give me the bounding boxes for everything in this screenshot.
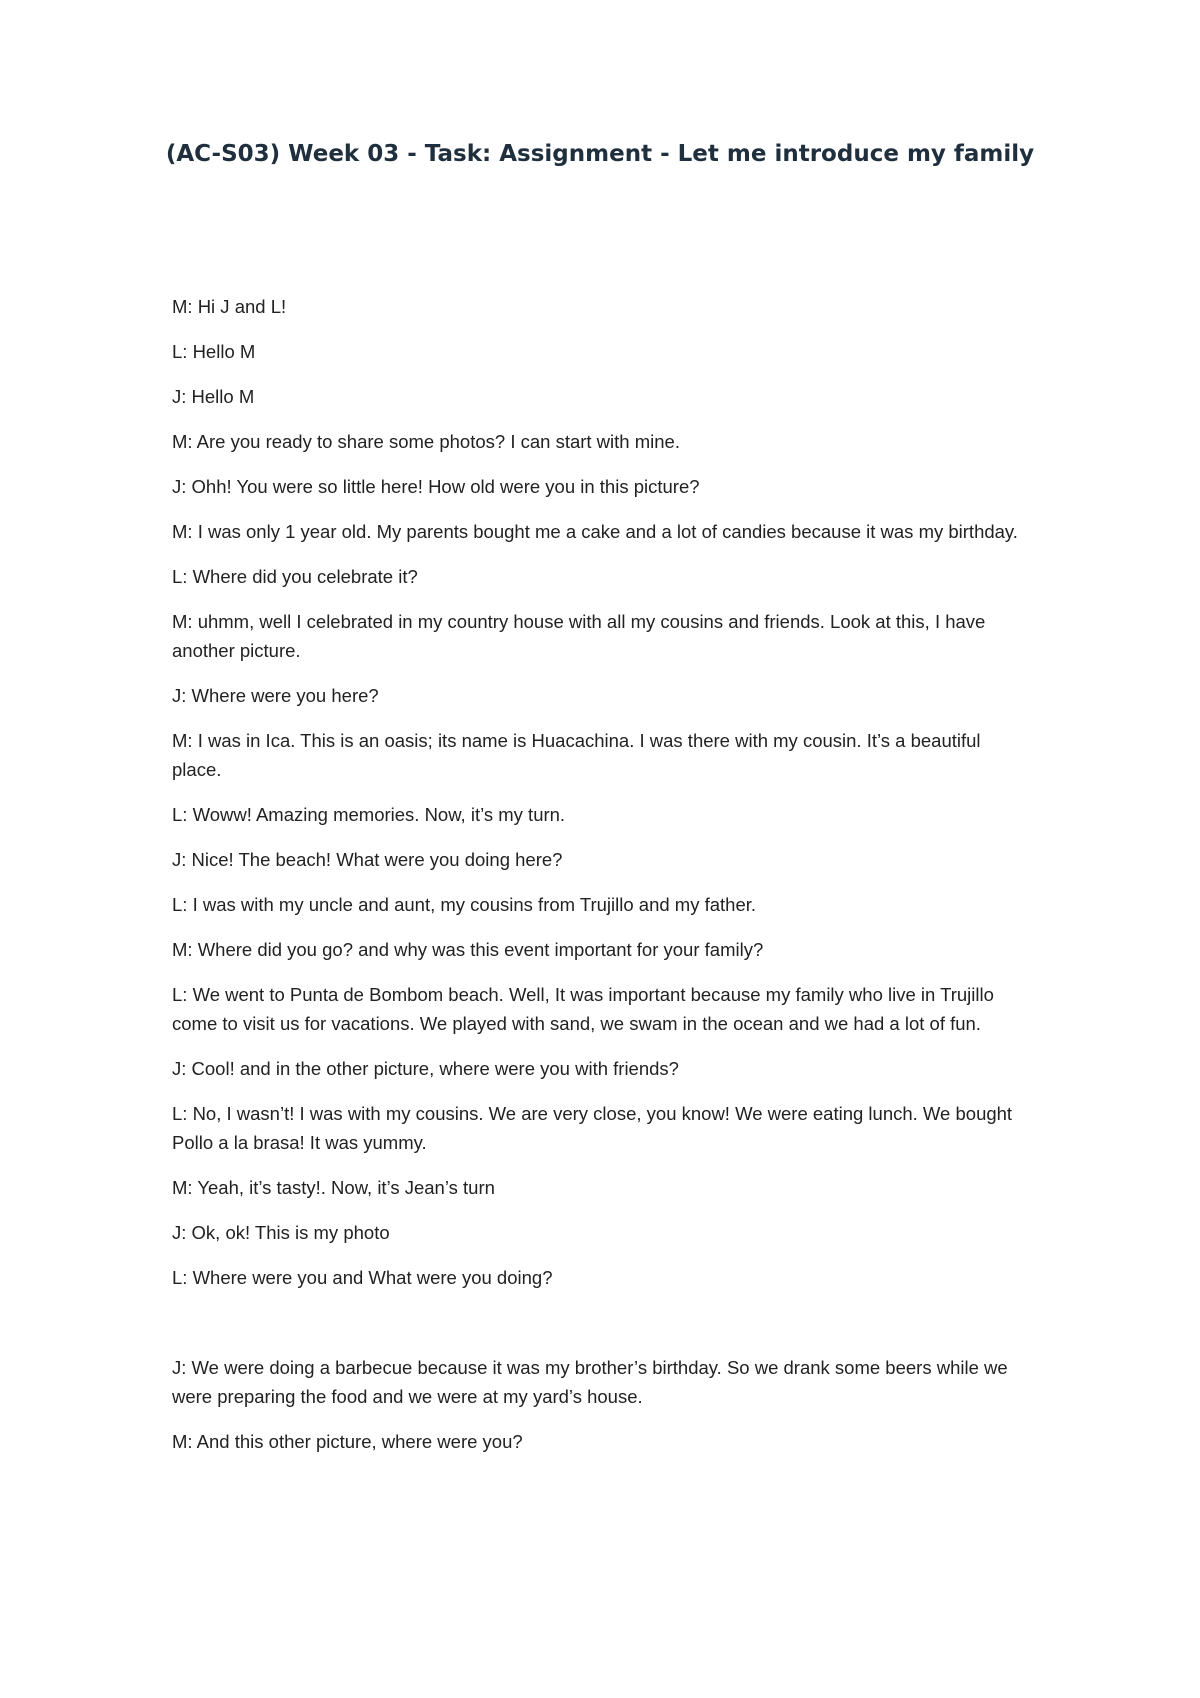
dialogue-line: M: And this other picture, where were you? — [172, 1431, 523, 1452]
dialogue-line: L: Where were you and What were you doing? — [172, 1267, 553, 1288]
document-title: (AC-S03) Week 03 - Task: Assignment - Let me introduce my family — [165, 141, 1035, 167]
dialogue-line: L: No, I wasn’t! I was with my cousins. We are very close, you know! We were eating lunch. We bought Pollo a la brasa! It was yummy. — [172, 1103, 1013, 1153]
dialogue-line: M: Yeah, it’s tasty!. Now, it’s Jean’s turn — [172, 1177, 495, 1198]
dialogue-line: J: Ok, ok! This is my photo — [172, 1222, 390, 1243]
dialogue-line: L: I was with my uncle and aunt, my cousins from Trujillo and my father. — [172, 894, 757, 915]
dialogue-line: M: I was in Ica. This is an oasis; its name is Huacachina. I was there with my cousin. It’s a beautiful place. — [172, 730, 981, 780]
dialogue-line: L: We went to Punta de Bombom beach. Well, It was important because my family who live in Trujillo come to visit us for vacations. We played with sand, we swam in the ocean and we had a lot of fun. — [172, 984, 994, 1034]
dialogue-line: L: Hello M — [172, 341, 256, 362]
dialogue-line: J: Hello M — [172, 386, 255, 407]
dialogue-line: M: I was only 1 year old. My parents bought me a cake and a lot of candies because it was my birthday. — [172, 521, 1018, 542]
dialogue-line: J: Cool! and in the other picture, where were you with friends? — [172, 1058, 679, 1079]
dialogue-line: L: Where did you celebrate it? — [172, 566, 418, 587]
dialogue-line: M: Hi J and L! — [172, 296, 287, 317]
dialogue-line: J: We were doing a barbecue because it was my brother’s birthday. So we drank some beers while we were preparing the food and we were at my yard’s house. — [172, 1357, 1008, 1407]
dialogue-line: J: Where were you here? — [172, 685, 379, 706]
dialogue-line: L: Woww! Amazing memories. Now, it’s my turn. — [172, 804, 566, 825]
dialogue-line: J: Nice! The beach! What were you doing here? — [172, 849, 563, 870]
dialogue-line: M: Where did you go? and why was this event important for your family? — [172, 939, 764, 960]
dialogue-list — [172, 292, 1034, 1472]
dialogue-line: M: uhmm, well I celebrated in my country house with all my cousins and friends. Look at this, I have another picture. — [172, 611, 986, 661]
dialogue-line: M: Are you ready to share some photos? I can start with mine. — [172, 431, 680, 452]
dialogue-line: J: Ohh! You were so little here! How old were you in this picture? — [172, 476, 700, 497]
